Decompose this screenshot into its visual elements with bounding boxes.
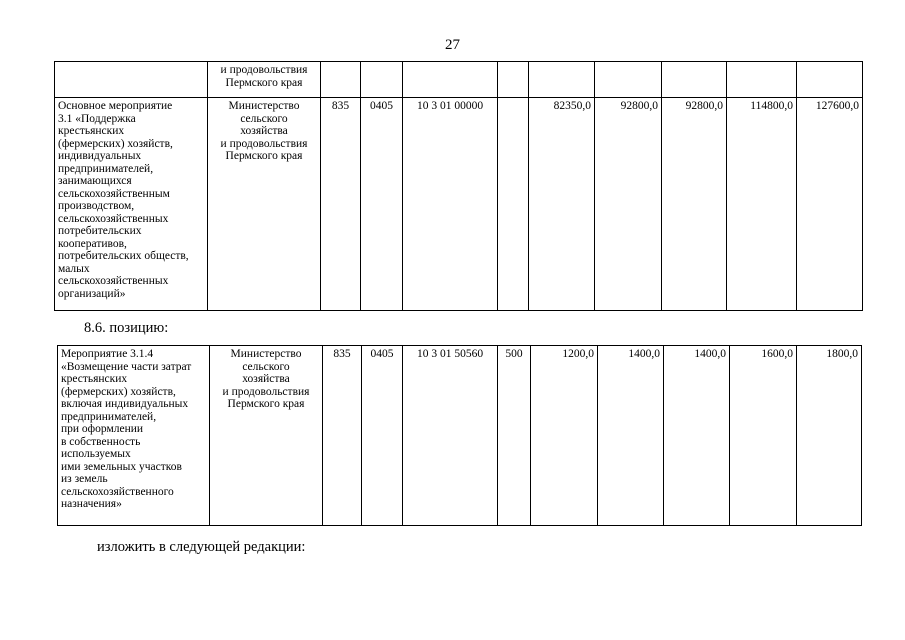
cell-value-3: 92800,0 (662, 98, 727, 311)
page-number: 27 (445, 37, 460, 53)
cell-grbs: 835 (323, 346, 362, 526)
table-row (55, 62, 863, 98)
table-row (58, 346, 862, 526)
cell-csr: 10 3 01 50560 (403, 346, 498, 526)
cell-csr (403, 62, 498, 98)
cell-name: Основное мероприятие 3.1 «Поддержка крестьянских (фермерских) хозяйств, индивидуальных предпринимателей, занимающихся сельскохозяйственным производством, сельскохозяйственных потребительских кооперативов, потребительских обществ, малых сельскохозяйственных организаций» (55, 98, 208, 311)
cell-value-2: 1400,0 (598, 346, 664, 526)
cell-value-3: 1400,0 (664, 346, 730, 526)
cell-value-4: 1600,0 (730, 346, 797, 526)
cell-value-5: 127600,0 (797, 98, 863, 311)
cell-csr: 10 3 01 00000 (403, 98, 498, 311)
budget-table-position (57, 345, 862, 526)
cell-grbs (321, 62, 361, 98)
cell-value-2 (595, 62, 662, 98)
cell-name: Мероприятие 3.1.4 «Возмещение части затрат крестьянских (фермерских) хозяйств, включая индивидуальных предпринимателей, при оформлении в собственность используемых ими земельных участков из земель сельскохозяйственного назначения» (58, 346, 210, 526)
budget-table-previous (54, 61, 863, 311)
cell-value-4 (727, 62, 797, 98)
cell-name (55, 62, 208, 98)
cell-rzpr: 0405 (361, 98, 403, 311)
cell-grbs: 835 (321, 98, 361, 311)
cell-executor: Министерство сельского хозяйства и продовольствия Пермского края (210, 346, 323, 526)
table-row (55, 98, 863, 311)
cell-vr: 500 (498, 346, 531, 526)
cell-value-5: 1800,0 (797, 346, 862, 526)
cell-vr (498, 98, 529, 311)
cell-executor: Министерство сельского хозяйства и продовольствия Пермского края (208, 98, 321, 311)
closing-instruction: изложить в следующей редакции: (97, 539, 306, 555)
cell-value-3 (662, 62, 727, 98)
cell-value-5 (797, 62, 863, 98)
cell-executor: и продовольствия Пермского края (208, 62, 321, 98)
cell-value-2: 92800,0 (595, 98, 662, 311)
cell-rzpr (361, 62, 403, 98)
cell-value-1: 82350,0 (529, 98, 595, 311)
cell-vr (498, 62, 529, 98)
cell-value-4: 114800,0 (727, 98, 797, 311)
cell-rzpr: 0405 (362, 346, 403, 526)
section-heading: 8.6. позицию: (84, 320, 169, 336)
cell-value-1 (529, 62, 595, 98)
cell-value-1: 1200,0 (531, 346, 598, 526)
